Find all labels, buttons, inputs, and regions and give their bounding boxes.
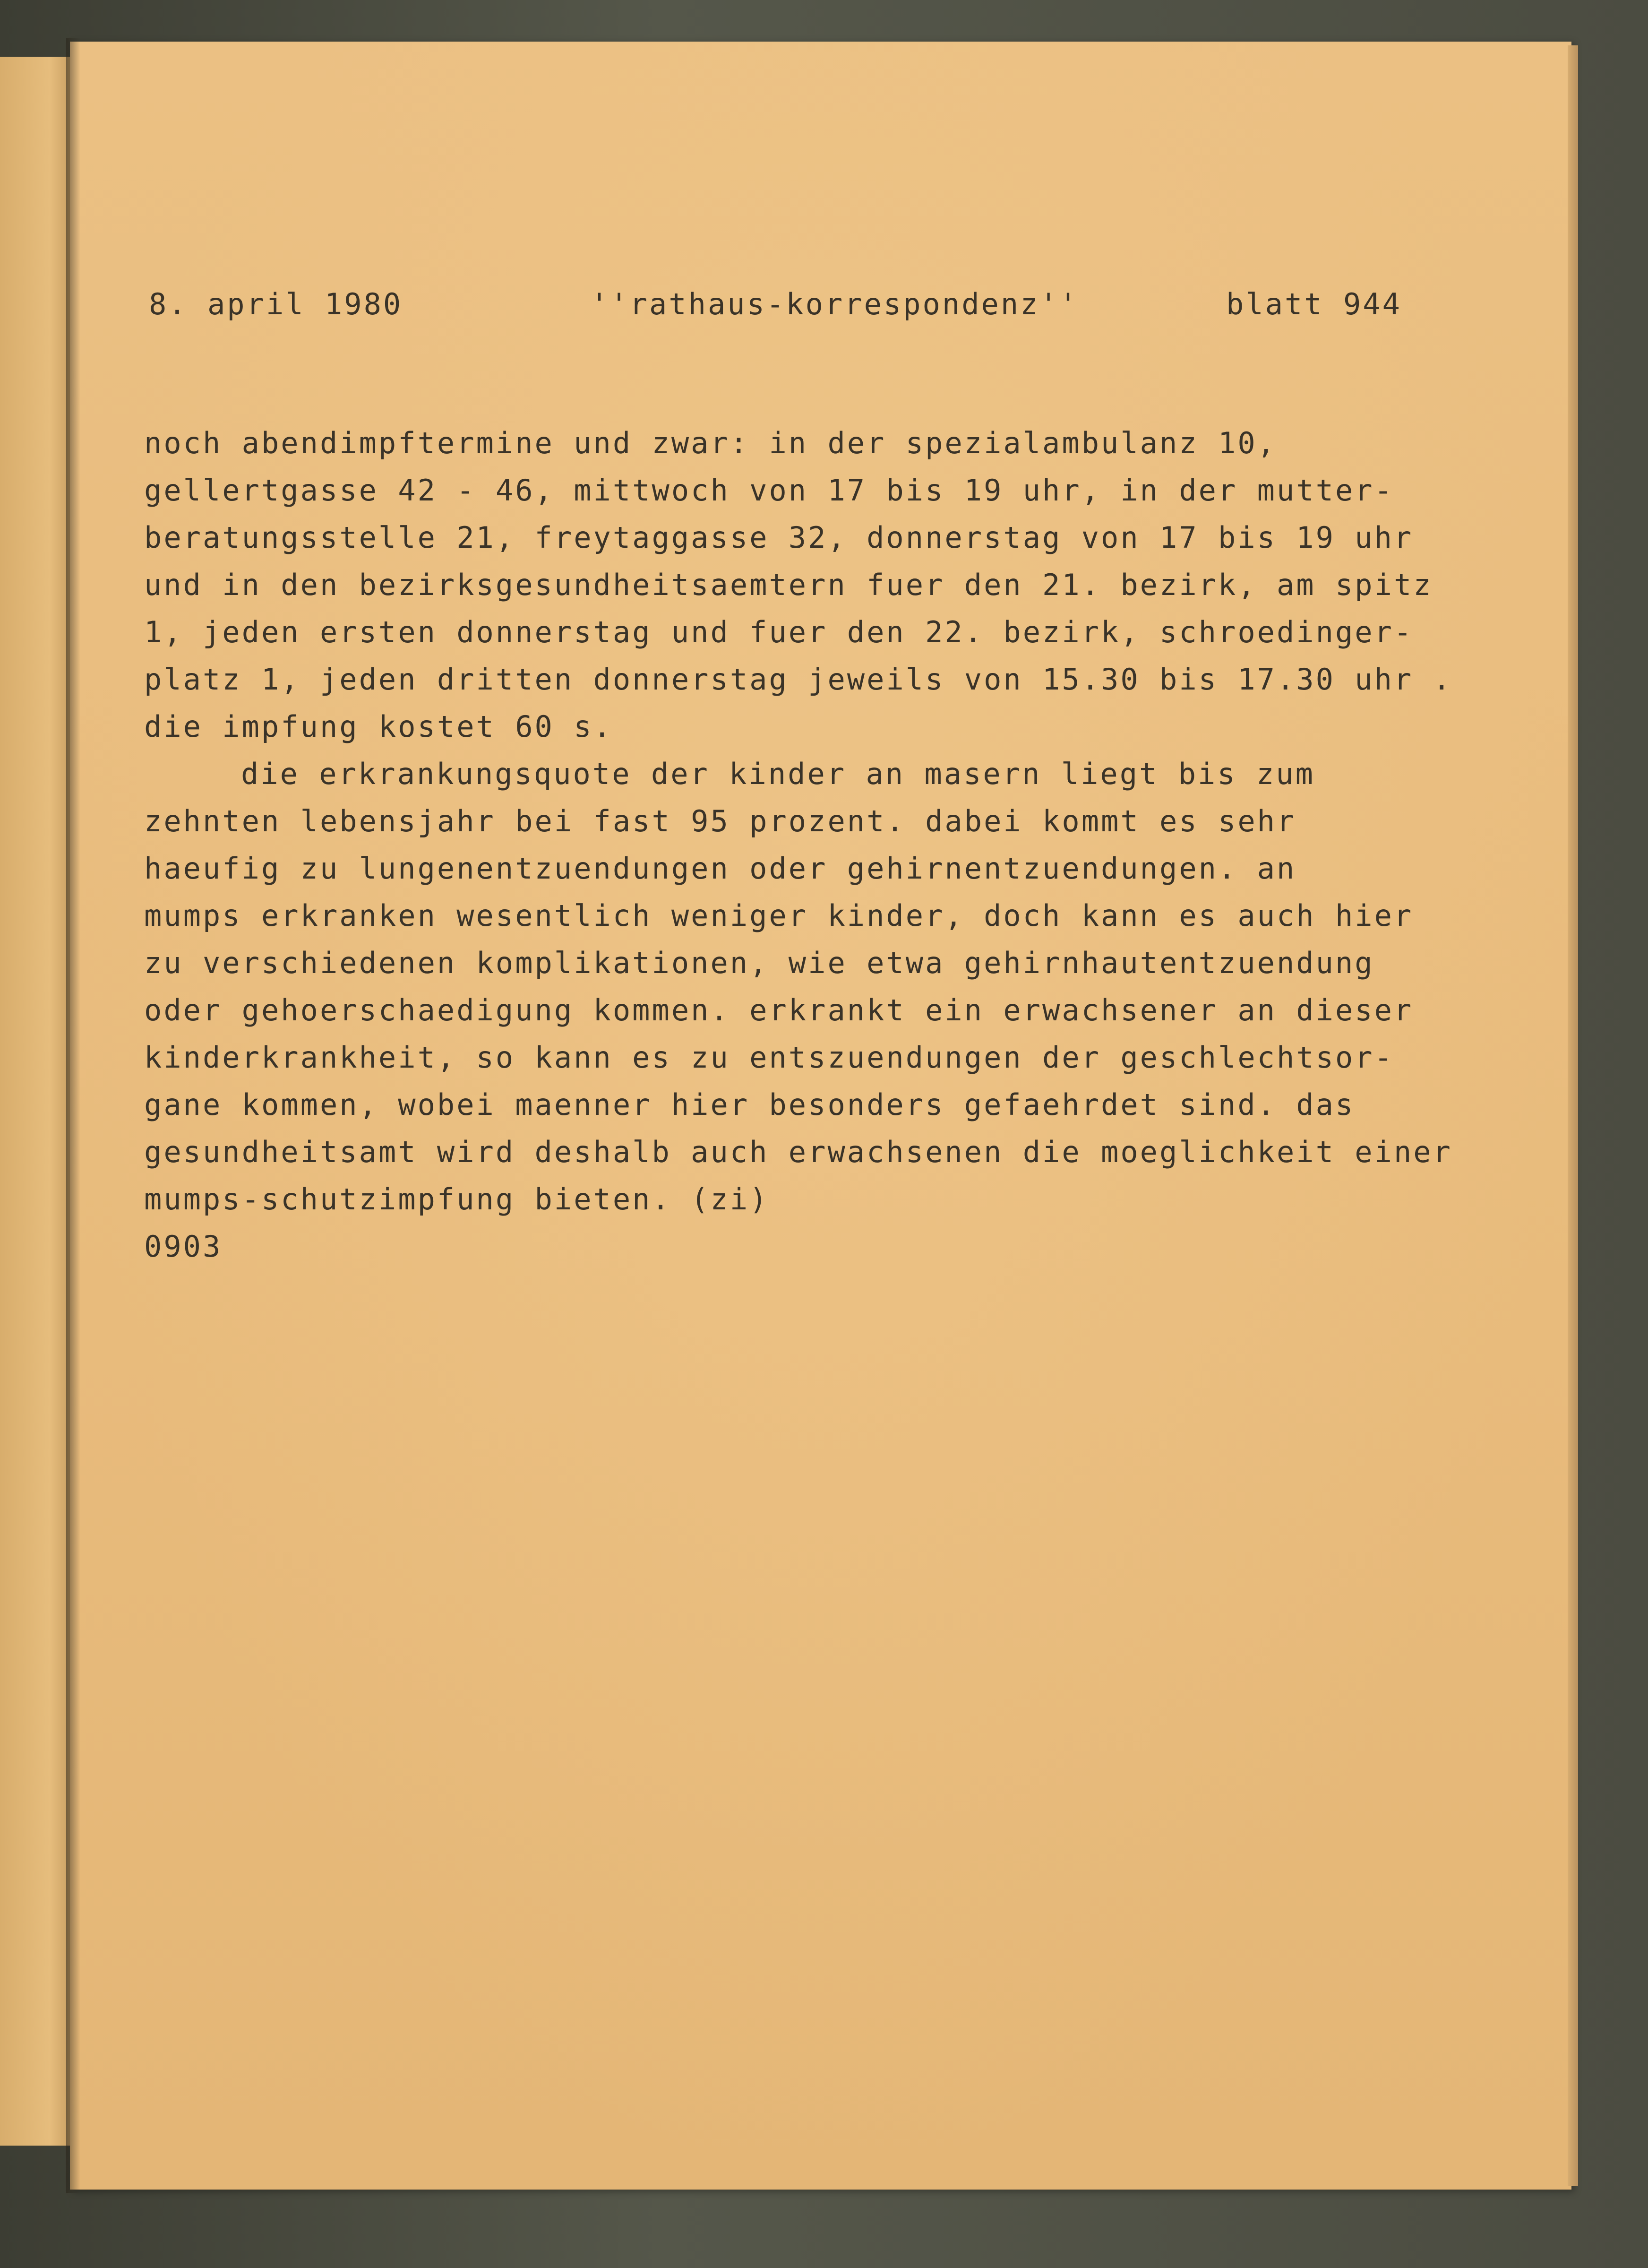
- body-line-indented: die erkrankungsquote der kinder an masern liegt bis zum: [241, 757, 1315, 791]
- body-line: und in den bezirksgesundheitsaemtern fuer den 21. bezirk, am spitz: [144, 568, 1433, 602]
- previous-page-edge: [0, 57, 73, 2146]
- header-sheet-number: blatt 944: [1226, 287, 1402, 321]
- body-line: zehnten lebensjahr bei fast 95 prozent. dabei kommt es sehr: [144, 804, 1296, 838]
- body-line: platz 1, jeden dritten donnerstag jeweils von 15.30 bis 17.30 uhr .: [144, 662, 1452, 697]
- body-line: mumps erkranken wesentlich weniger kinder, doch kann es auch hier: [144, 898, 1414, 933]
- header-publication: ''rathaus-korrespondenz'': [591, 287, 1079, 321]
- body-line: haeufig zu lungenentzuendungen oder gehirnentzuendungen. an: [144, 851, 1296, 886]
- body-line: gesundheitsamt wird deshalb auch erwachsenen die moeglichkeit einer: [144, 1135, 1452, 1169]
- body-line: die impfung kostet 60 s.: [144, 709, 613, 744]
- page-right-edge: [1568, 45, 1578, 2186]
- body-line: gane kommen, wobei maenner hier besonders gefaehrdet sind. das: [144, 1087, 1355, 1122]
- header-date: 8. april 1980: [149, 287, 403, 321]
- body-line: kinderkrankheit, so kann es zu entszuendungen der geschlechtsor-: [144, 1040, 1394, 1075]
- document-body: [144, 420, 1467, 1270]
- body-line: beratungsstelle 21, freytaggasse 32, donnerstag von 17 bis 19 uhr: [144, 520, 1414, 555]
- body-line: oder gehoerschaedigung kommen. erkrankt ein erwachsener an dieser: [144, 993, 1414, 1027]
- document-code: 0903: [144, 1229, 223, 1264]
- body-line: mumps-schutzimpfung bieten. (zi): [144, 1182, 769, 1216]
- body-line: gellertgasse 42 - 46, mittwoch von 17 bis 19 uhr, in der mutter-: [144, 473, 1394, 508]
- body-line: zu verschiedenen komplikationen, wie etwa gehirnhautentzuendung: [144, 946, 1374, 980]
- body-line: noch abendimpftermine und zwar: in der spezialambulanz 10,: [144, 426, 1277, 460]
- binding-shadow: [66, 38, 80, 2193]
- body-line: 1, jeden ersten donnerstag und fuer den 22. bezirk, schroedinger-: [144, 615, 1414, 649]
